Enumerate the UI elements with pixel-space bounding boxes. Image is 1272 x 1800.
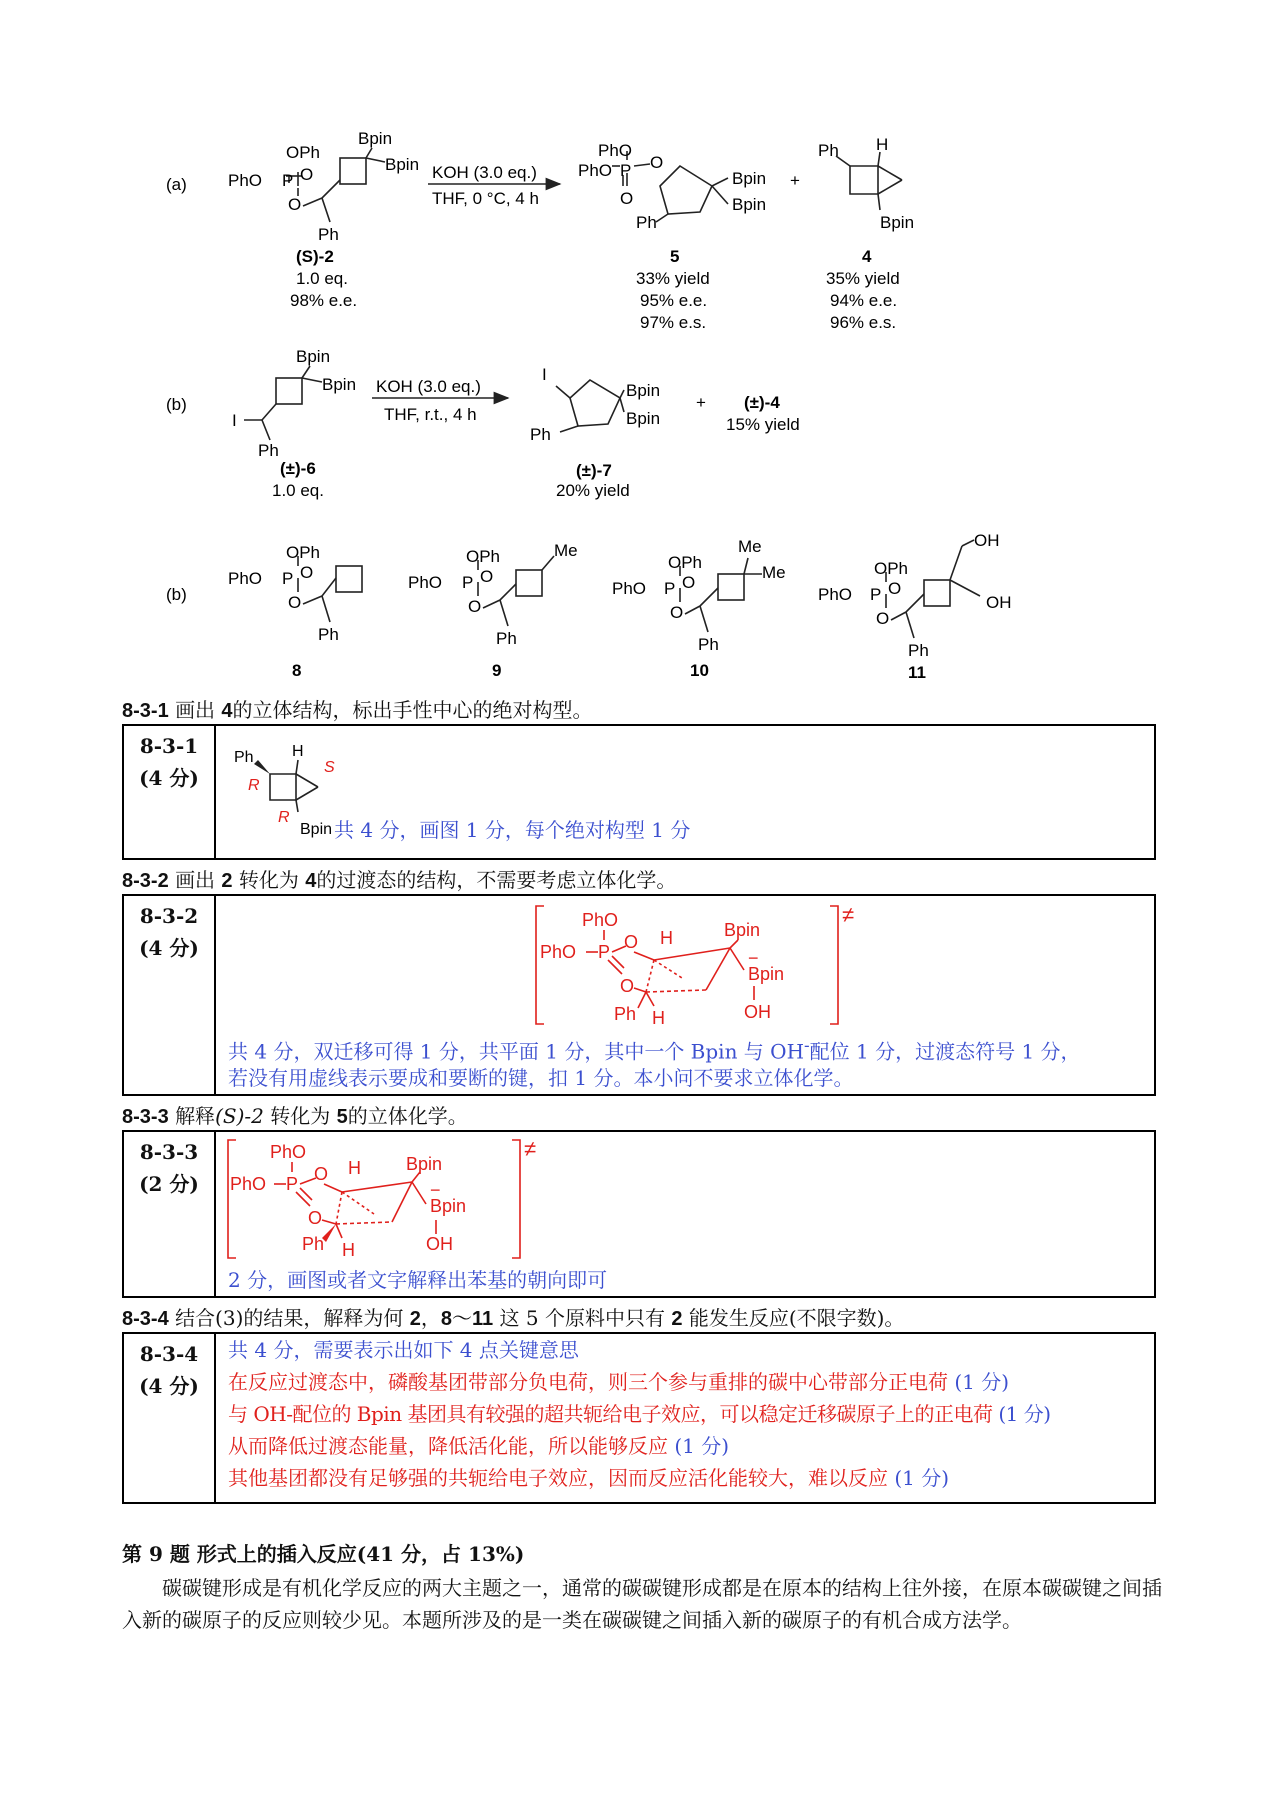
p5-p: P — [620, 161, 632, 180]
q4-line-4 — [228, 1462, 949, 1494]
p5-ee: 95% e.e. — [640, 291, 708, 310]
ts3-ph: Ph — [302, 1234, 325, 1254]
sm6-bpin1: Bpin — [296, 347, 331, 366]
p4-bpin: Bpin — [880, 213, 915, 232]
sm6-bpin2: Bpin — [322, 375, 357, 394]
answer-box-8-3-2 — [122, 894, 1156, 1096]
question-8-3-1 — [122, 694, 593, 723]
plus-a: + — [790, 171, 800, 190]
q2-note2: 若没有用虚线表示要成和要断的键，扣 1 分。本小问不要求立体化学。 — [228, 1066, 854, 1090]
sm2-o-dbl: O — [300, 165, 314, 184]
c9-name: 9 — [492, 661, 502, 680]
transition-state-2-to-5 — [226, 1134, 546, 1262]
q3-text: 解释 — [175, 1104, 216, 1128]
ans4-bpin: Bpin — [300, 821, 333, 838]
plus-b: + — [696, 393, 706, 412]
rb-p4-yield: 15% yield — [726, 415, 800, 434]
ts2-pho2: PhO — [540, 942, 577, 962]
box-score: (2 分) — [139, 1172, 199, 1196]
c10-opph: OPh — [668, 553, 703, 572]
c9-me: Me — [554, 541, 578, 560]
ans4-h: H — [292, 743, 304, 760]
answer-box-8-3-1 — [122, 724, 1156, 860]
question-8-3-4 — [122, 1302, 904, 1331]
c9-pho: PhO — [408, 573, 443, 592]
p5-o: O — [650, 153, 664, 172]
q1-text: 画出 — [175, 698, 216, 722]
ts2-ph: Ph — [614, 1004, 637, 1024]
rb-p4-name: (±)-4 — [744, 393, 780, 412]
ts2-minus: − — [748, 948, 759, 968]
ts3-h1: H — [348, 1158, 361, 1178]
sm2-pho: PhO — [228, 171, 263, 190]
q4-line-4-text: 其他基团都没有足够强的共轭给电子效应，因而反应活化能较大，难以反应 — [228, 1466, 888, 1490]
c10-pho: PhO — [612, 579, 647, 598]
c11-o-dbl: O — [888, 579, 902, 598]
q3-text3: 的立体化学。 — [347, 1104, 468, 1128]
sm6-name: (±)-6 — [280, 459, 316, 478]
p7-name: (±)-7 — [576, 461, 612, 480]
q2-num: 8-3-2 — [122, 870, 169, 892]
ts2-pho1: PhO — [582, 910, 619, 930]
p4-name: 4 — [862, 247, 872, 266]
ts2-ddag: ≠ — [842, 902, 855, 927]
arrow-a-reagent: KOH (3.0 eq.) — [432, 163, 537, 182]
q4-text3: 能发生反应(不限字数)。 — [688, 1306, 905, 1330]
arrow-b-cond: THF, r.t., 4 h — [384, 405, 477, 424]
ts2-bpin2: Bpin — [748, 964, 785, 984]
q3-b2: 5 — [336, 1106, 348, 1128]
box-label-8-3-3 — [124, 1132, 216, 1296]
p7-ph: Ph — [530, 425, 551, 444]
box-label-8-3-2 — [124, 896, 216, 1094]
ans4-s: S — [324, 759, 335, 776]
p7-i: I — [542, 365, 547, 384]
q4-num: 8-3-4 — [122, 1308, 169, 1330]
c11-oh2: OH — [986, 593, 1012, 612]
transition-state-2-to-4 — [534, 900, 874, 1030]
c11-oh1: OH — [974, 531, 1000, 550]
ts2-oh: OH — [744, 1002, 771, 1022]
p5-pho2: PhO — [578, 161, 613, 180]
ts3-h2: H — [342, 1240, 355, 1260]
p5-es: 97% e.s. — [640, 313, 707, 332]
c8-o-dbl: O — [300, 563, 314, 582]
box-num: 8-3-2 — [139, 904, 199, 928]
q1-note: 共 4 分，画图 1 分，每个绝对构型 1 分 — [334, 818, 691, 842]
c8-pho: PhO — [228, 569, 263, 588]
sm2-bpin1: Bpin — [358, 129, 393, 148]
p4-ph: Ph — [818, 141, 839, 160]
c8-name: 8 — [292, 661, 302, 680]
q4-sep: ， — [420, 1306, 441, 1330]
ts3-oh: OH — [426, 1234, 453, 1254]
q4-b2: 8 — [440, 1308, 453, 1330]
c10-p: P — [664, 579, 676, 598]
sm2-ee: 98% e.e. — [290, 291, 358, 310]
arrow-b-reagent: KOH (3.0 eq.) — [376, 377, 481, 396]
q3-text2: 转化为 — [270, 1104, 331, 1128]
sm6-ph: Ph — [258, 441, 279, 460]
p5-name: 5 — [670, 247, 680, 266]
c10-me2: Me — [762, 563, 786, 582]
q2-text3: 的过渡态的结构，不需要考虑立体化学。 — [316, 868, 677, 892]
ts3-ddag: ≠ — [524, 1136, 537, 1161]
q2-note1-sup: - — [804, 1036, 810, 1055]
question-8-3-2 — [122, 864, 676, 893]
arrow-a-cond: THF, 0 °C, 4 h — [432, 189, 539, 208]
p5-ph: Ph — [636, 213, 657, 232]
c11-name: 11 — [908, 663, 926, 682]
q2-text2: 转化为 — [238, 868, 299, 892]
c11-p: P — [870, 585, 882, 604]
box-label-8-3-4 — [124, 1334, 216, 1502]
sm2-o: O — [288, 195, 302, 214]
c10-o-dbl: O — [682, 573, 696, 592]
q4-text: 结合(3)的结果，解释为何 — [175, 1306, 404, 1330]
ts2-h1: H — [660, 928, 673, 948]
q4-b4: 2 — [671, 1308, 683, 1330]
q2-b2: 4 — [305, 870, 317, 892]
c10-ph: Ph — [698, 635, 719, 654]
ts3-o1: O — [314, 1164, 329, 1184]
q4-b3: 11 — [472, 1308, 494, 1330]
q4-line-0 — [228, 1334, 579, 1366]
p5-bpin1: Bpin — [732, 169, 767, 188]
section-9-paragraph: 碳碳键形成是有机化学反应的两大主题之一，通常的碳碳键形成都是在原本的结构上往外接，在原本碳碳键之间插入新的碳原子的反应则较少见。本题所涉及的是一类在碳碳键之间插入新的碳原子的有机合成方法学。 — [122, 1576, 1162, 1632]
q4-line-3-text: 从而降低过渡态能量，降低活化能，所以能够反应 — [228, 1434, 668, 1458]
ts2-p: P — [598, 942, 611, 962]
sm6-i: I — [232, 411, 237, 430]
q4-line-1-text: 在反应过渡态中，磷酸基团带部分负电荷，则三个参与重排的碳中心带部分正电荷 — [228, 1370, 948, 1394]
box-score: (4 分) — [139, 766, 199, 790]
reaction-scheme — [0, 0, 1272, 690]
ts3-o2: O — [308, 1208, 323, 1228]
p5-bpin2: Bpin — [732, 195, 767, 214]
sm2-p: P — [282, 171, 294, 190]
q4-line-2-text: 与 OH-配位的 Bpin 基团具有较强的超共轭给电子效应，可以稳定迁移碳原子上的正电荷 — [228, 1402, 993, 1426]
c9-o: O — [468, 597, 482, 616]
q2-note1b: 配位 1 分，过渡态符号 1 分， — [809, 1039, 1081, 1064]
c11-opph: OPh — [874, 559, 909, 578]
box-num: 8-3-4 — [139, 1342, 199, 1366]
q3-note: 2 分，画图或者文字解释出苯基的朝向即可 — [228, 1268, 608, 1292]
p7-yield: 20% yield — [556, 481, 630, 500]
ts2-o2: O — [620, 976, 635, 996]
box-content-8-3-3 — [218, 1132, 1154, 1296]
q1-compound: 4 — [221, 700, 233, 722]
box-content-8-3-1 — [218, 726, 1154, 858]
row-c-label: (b) — [166, 585, 187, 604]
row-a-label: (a) — [166, 175, 187, 194]
ts3-bpin2: Bpin — [430, 1196, 467, 1216]
box-num: 8-3-3 — [139, 1140, 199, 1164]
ts3-minus: − — [430, 1180, 441, 1200]
q4-line-3 — [228, 1430, 729, 1462]
q1-text2: 的立体结构，标出手性中心的绝对构型。 — [232, 698, 593, 722]
sm2-bpin2: Bpin — [385, 155, 420, 174]
c10-me1: Me — [738, 537, 762, 556]
q4-tilde: ～ — [452, 1306, 473, 1330]
q4-line-2-score: (1 分) — [998, 1402, 1051, 1426]
c9-p: P — [462, 573, 474, 592]
ts2-o1: O — [624, 932, 639, 952]
q4-line-2 — [228, 1398, 1051, 1430]
p4-ee: 94% e.e. — [830, 291, 898, 310]
p4-es: 96% e.s. — [830, 313, 897, 332]
answer-box-8-3-3 — [122, 1130, 1156, 1298]
sm2-ph: Ph — [318, 225, 339, 244]
p5-yield: 33% yield — [636, 269, 710, 288]
c11-o: O — [876, 609, 890, 628]
box-num: 8-3-1 — [139, 734, 199, 758]
c11-pho: PhO — [818, 585, 853, 604]
c10-name: 10 — [690, 661, 709, 680]
q4-line-1-score: (1 分) — [954, 1370, 1010, 1394]
ts2-bpin1: Bpin — [724, 920, 761, 940]
q4-line-1 — [228, 1366, 1009, 1398]
q4-b1: 2 — [409, 1308, 421, 1330]
q4-line-0-text: 共 4 分，需要表示出如下 4 点关键意思 — [228, 1338, 579, 1362]
box-score: (4 分) — [139, 1374, 199, 1398]
q1-num: 8-3-1 — [122, 700, 169, 722]
box-score: (4 分) — [139, 936, 199, 960]
q3-b1: (S)-2 — [215, 1104, 264, 1128]
q4-text2: 这 5 个原料中只有 — [499, 1306, 665, 1330]
p4-h: H — [876, 135, 889, 154]
q3-num: 8-3-3 — [122, 1106, 169, 1128]
answer-box-8-3-4 — [122, 1332, 1156, 1504]
c9-opph: OPh — [466, 547, 501, 566]
sm2-opph: OPh — [286, 143, 321, 162]
q4-line-4-score: (1 分) — [894, 1466, 950, 1490]
sm2-name: (S)-2 — [296, 247, 334, 266]
c8-ph: Ph — [318, 625, 339, 644]
box-label-8-3-1 — [124, 726, 216, 858]
c11-ph: Ph — [908, 641, 929, 660]
q2-text: 画出 — [175, 868, 216, 892]
q2-b1: 2 — [221, 870, 233, 892]
section-9-title: 第 9 题 形式上的插入反应(41 分，占 13%) — [122, 1542, 525, 1566]
c8-opph: OPh — [286, 543, 321, 562]
ans4-r1: R — [248, 777, 260, 794]
p7-bpin1: Bpin — [626, 381, 661, 400]
c9-ph: Ph — [496, 629, 517, 648]
c9-o-dbl: O — [480, 567, 494, 586]
sm6-eq: 1.0 eq. — [272, 481, 324, 500]
ans4-ph: Ph — [234, 749, 254, 766]
row-b-label: (b) — [166, 395, 187, 414]
p7-bpin2: Bpin — [626, 409, 661, 428]
ans4-r2: R — [278, 809, 290, 826]
box-content-8-3-2 — [218, 896, 1154, 1094]
ts3-bpin1: Bpin — [406, 1154, 443, 1174]
ts3-pho1: PhO — [270, 1142, 307, 1162]
p5-o-dbl: O — [620, 189, 634, 208]
q4-line-3-score: (1 分) — [674, 1434, 730, 1458]
ts3-p: P — [286, 1174, 299, 1194]
c8-p: P — [282, 569, 294, 588]
p4-yield: 35% yield — [826, 269, 900, 288]
ts3-pho2: PhO — [230, 1174, 267, 1194]
sm2-eq: 1.0 eq. — [296, 269, 348, 288]
ts2-h2: H — [652, 1008, 665, 1028]
p5-pho1: PhO — [598, 141, 633, 160]
question-8-3-3 — [122, 1100, 468, 1129]
box-content-8-3-4 — [218, 1334, 1154, 1502]
c10-o: O — [670, 603, 684, 622]
q2-note1a: 共 4 分，双迁移可得 1 分，共平面 1 分，其中一个 Bpin 与 OH — [228, 1039, 805, 1064]
c8-o: O — [288, 593, 302, 612]
